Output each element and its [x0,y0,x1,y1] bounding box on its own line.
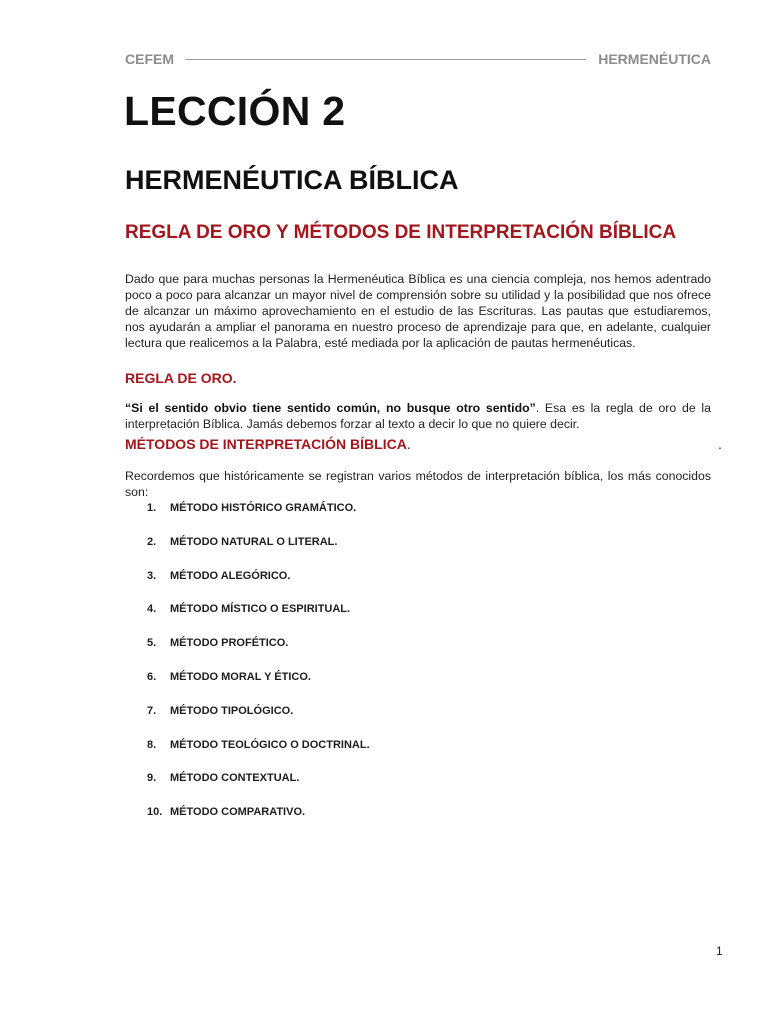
golden-rule-paragraph [125,400,711,432]
list-item-number: 10. [147,806,163,819]
list-item [147,806,370,840]
subject-title: HERMENÉUTICA BÍBLICA [125,165,459,195]
list-item-label: MÉTODO MORAL Y ÉTICO. [170,670,311,683]
trailing-mark: . [718,436,722,452]
list-item-label: MÉTODO NATURAL O LITERAL. [170,535,338,548]
page-number: 1 [716,944,723,958]
methods-intro-paragraph: Recordemos que históricamente se registran varios métodos de interpretación bíblica, los más conocidos son: [125,469,711,500]
list-item-number: 9. [147,772,157,785]
list-item-label: MÉTODO TEOLÓGICO O DOCTRINAL. [170,738,370,751]
list-item-label: MÉTODO ALEGÓRICO. [170,569,291,582]
list-item [147,603,370,637]
list-item-number: 2. [147,535,157,548]
list-item-number: 3. [147,569,157,582]
list-item-number: 5. [147,637,157,650]
list-item [147,570,370,604]
list-item-number: 8. [147,738,157,751]
list-item-number: 4. [147,603,157,616]
list-item-label: MÉTODO CONTEXTUAL. [170,772,300,785]
list-item [147,705,370,739]
methods-heading-period: . [406,436,411,452]
intro-paragraph: Dado que para muchas personas la Hermenéutica Bíblica es una ciencia compleja, nos hemos adentrado poco a poco para alcanzar un mayor nivel de comprensión sobre su utilidad y la posibilidad que nos ofrece de alcanzar un máximo aprovechamiento en el estudio de las Escrituras. Las pautas que estudiaremos, nos ayudarán a ampliar el panorama en nuestro proceso de aprendizaje para que, en adelante, cualquier lectura que realicemos a la Palabra, esté mediada por la aplicación de pautas hermenéuticas. [125,272,711,351]
lesson-title: LECCIÓN 2 [124,88,346,134]
list-item-label: MÉTODO COMPARATIVO. [170,806,306,819]
golden-rule-text: . Esa es la regla de oro de la interpretación Bíblica. Jamás debemos forzar al texto a decir lo que no quiere decir. [125,401,711,432]
list-item [147,772,370,806]
header-rule [186,59,586,60]
running-header [125,49,711,69]
list-item-number: 7. [147,704,157,717]
header-right: HERMENÉUTICA [598,51,711,67]
list-item [147,671,370,705]
list-item-label: MÉTODO HISTÓRICO GRAMÁTICO. [170,502,357,514]
list-item-label: MÉTODO MÍSTICO O ESPIRITUAL. [170,603,351,616]
list-item [147,637,370,671]
list-item [147,739,370,773]
list-item-label: MÉTODO TIPOLÓGICO. [170,704,294,717]
methods-heading-text: MÉTODOS DE INTERPRETACIÓN BÍBLICA [125,436,407,452]
list-item-number: 6. [147,670,157,683]
golden-rule-quote: “Si el sentido obvio tiene sentido común, no busque otro sentido” [125,401,536,416]
list-item-label: MÉTODO PROFÉTICO. [170,637,289,650]
header-left: CEFEM [125,51,174,67]
list-item [147,502,370,536]
list-item-number: 1. [147,502,157,514]
methods-heading [125,436,411,452]
section-title: REGLA DE ORO Y MÉTODOS DE INTERPRETACIÓN BÍBLICA [125,222,677,243]
list-item [147,536,370,570]
golden-rule-heading: REGLA DE ORO. [125,370,237,386]
methods-list [147,502,370,840]
